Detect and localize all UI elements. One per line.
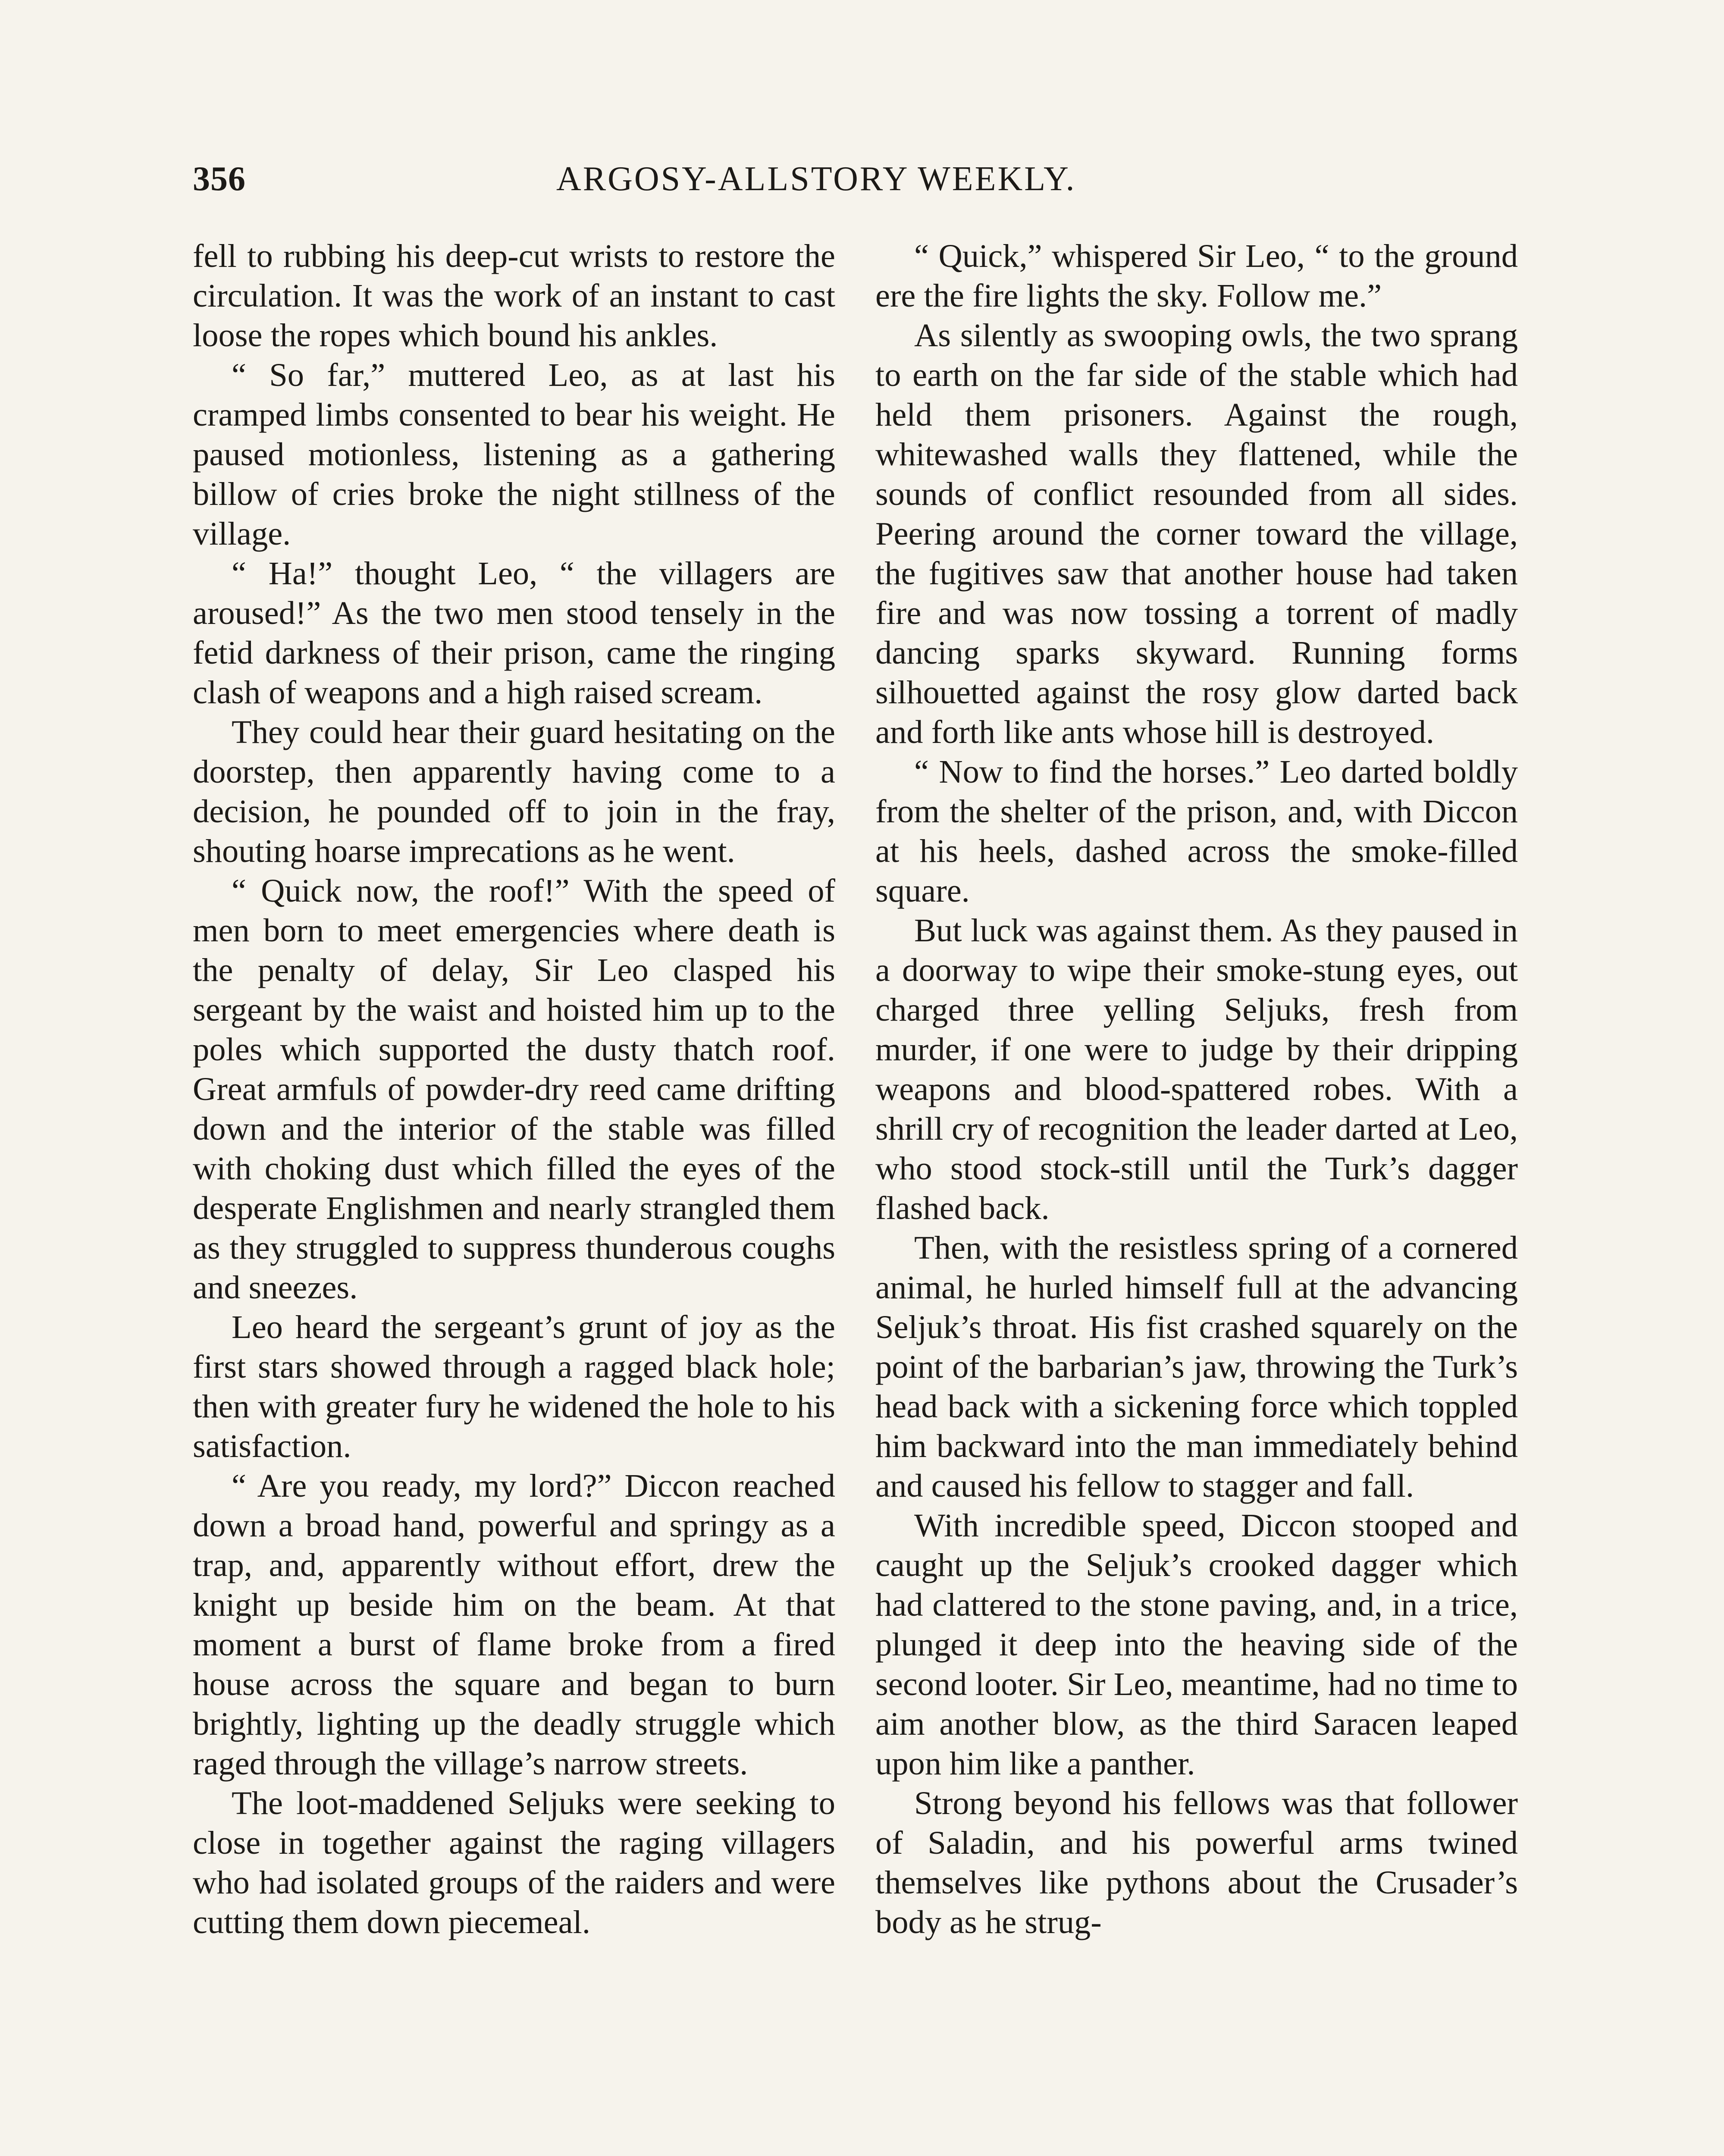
paragraph: But luck was against them. As they paused in a doorway to wipe their smoke-stung eyes, out charged three yelling Seljuks, fresh from murder, if one were to judge by their dripping weapons and blood-spattered robes. With a shrill cry of recognition the leader darted at Leo, who stood stock-still until the Turk’s dagger flashed back. — [875, 912, 1518, 1226]
paragraph: “ Quick,” whispered Sir Leo, “ to the ground ere the fire lights the sky. Follow me.” — [875, 238, 1518, 314]
paragraph: “ So far,” muttered Leo, as at last his cramped limbs consented to bear his weight. He paused motionless, listening as a gathering billow of cries broke the night stillness of the village. — [193, 357, 835, 552]
paragraph: As silently as swooping owls, the two sprang to earth on the far side of the stable which had held them prisoners. Against the rough, whitewashed walls they flattened, while the sounds of conflict resounded from all sides. Peering around the corner toward the village, the fugitives saw that another house had taken fire and was now tossing a torrent of madly dancing sparks skyward. Running forms silhouetted against the rosy glow darted back and forth like ants whose hill is destroyed. — [875, 317, 1518, 750]
running-head: ARGOSY-ALLSTORY WEEKLY. — [556, 160, 1076, 198]
paragraph: “ Are you ready, my lord?” Diccon reached down a broad hand, powerful and springy as a trap, and, apparently without effort, drew the knight up beside him on the beam. At that moment a burst of flame broke from a fired house across the square and began to burn brightly, lighting up the deadly struggle which raged through the village’s narrow streets. — [193, 1467, 835, 1782]
paragraph: Then, with the resistless spring of a cornered animal, he hurled himself full at the advancing Seljuk’s throat. His fist crashed squarely on the point of the barbarian’s jaw, throwing the Turk’s head back with a sickening force which toppled him backward into the man immediately behind and caused his fellow to stagger and fall. — [875, 1229, 1518, 1504]
left-column — [193, 236, 835, 1942]
page-number: 356 — [193, 160, 246, 198]
paragraph: They could hear their guard hesitating on the doorstep, then apparently having come to a decision, he pounded off to join in the fray, shouting hoarse imprecations as he went. — [193, 714, 835, 869]
right-column — [875, 236, 1518, 1942]
paragraph: fell to rubbing his deep-cut wrists to restore the circulation. It was the work of an instant to cast loose the ropes which bound his ankles. — [193, 238, 835, 354]
paragraph: With incredible speed, Diccon stooped and caught up the Seljuk’s crooked dagger which had clattered to the stone paving, and, in a trice, plunged it deep into the heaving side of the second looter. Sir Leo, meantime, had no time to aim another blow, as the third Saracen leaped upon him like a panther. — [875, 1507, 1518, 1782]
paragraph: Strong beyond his fellows was that follower of Saladin, and his powerful arms twined themselves like pythons about the Crusader’s body as he strug- — [875, 1785, 1518, 1940]
paragraph: The loot-maddened Seljuks were seeking to close in together against the raging villagers who had isolated groups of the raiders and were cutting them down piecemeal. — [193, 1785, 835, 1940]
paragraph: “ Now to find the horses.” Leo darted boldly from the shelter of the prison, and, with Diccon at his heels, dashed across the smoke-filled square. — [875, 753, 1518, 909]
paragraph: “ Quick now, the roof!” With the speed of men born to meet emergencies where death is the penalty of delay, Sir Leo clasped his sergeant by the waist and hoisted him up to the poles which supported the dusty thatch roof. Great armfuls of powder-dry reed came drifting down and the interior of the stable was filled with choking dust which filled the eyes of the desperate Englishmen and nearly strangled them as they struggled to suppress thunderous coughs and sneezes. — [193, 872, 835, 1306]
paragraph: Leo heard the sergeant’s grunt of joy as the first stars showed through a ragged black hole; then with greater fury he widened the hole to his satisfaction. — [193, 1309, 835, 1464]
paragraph: “ Ha!” thought Leo, “ the villagers are aroused!” As the two men stood tensely in the fetid darkness of their prison, came the ringing clash of weapons and a high raised scream. — [193, 555, 835, 711]
